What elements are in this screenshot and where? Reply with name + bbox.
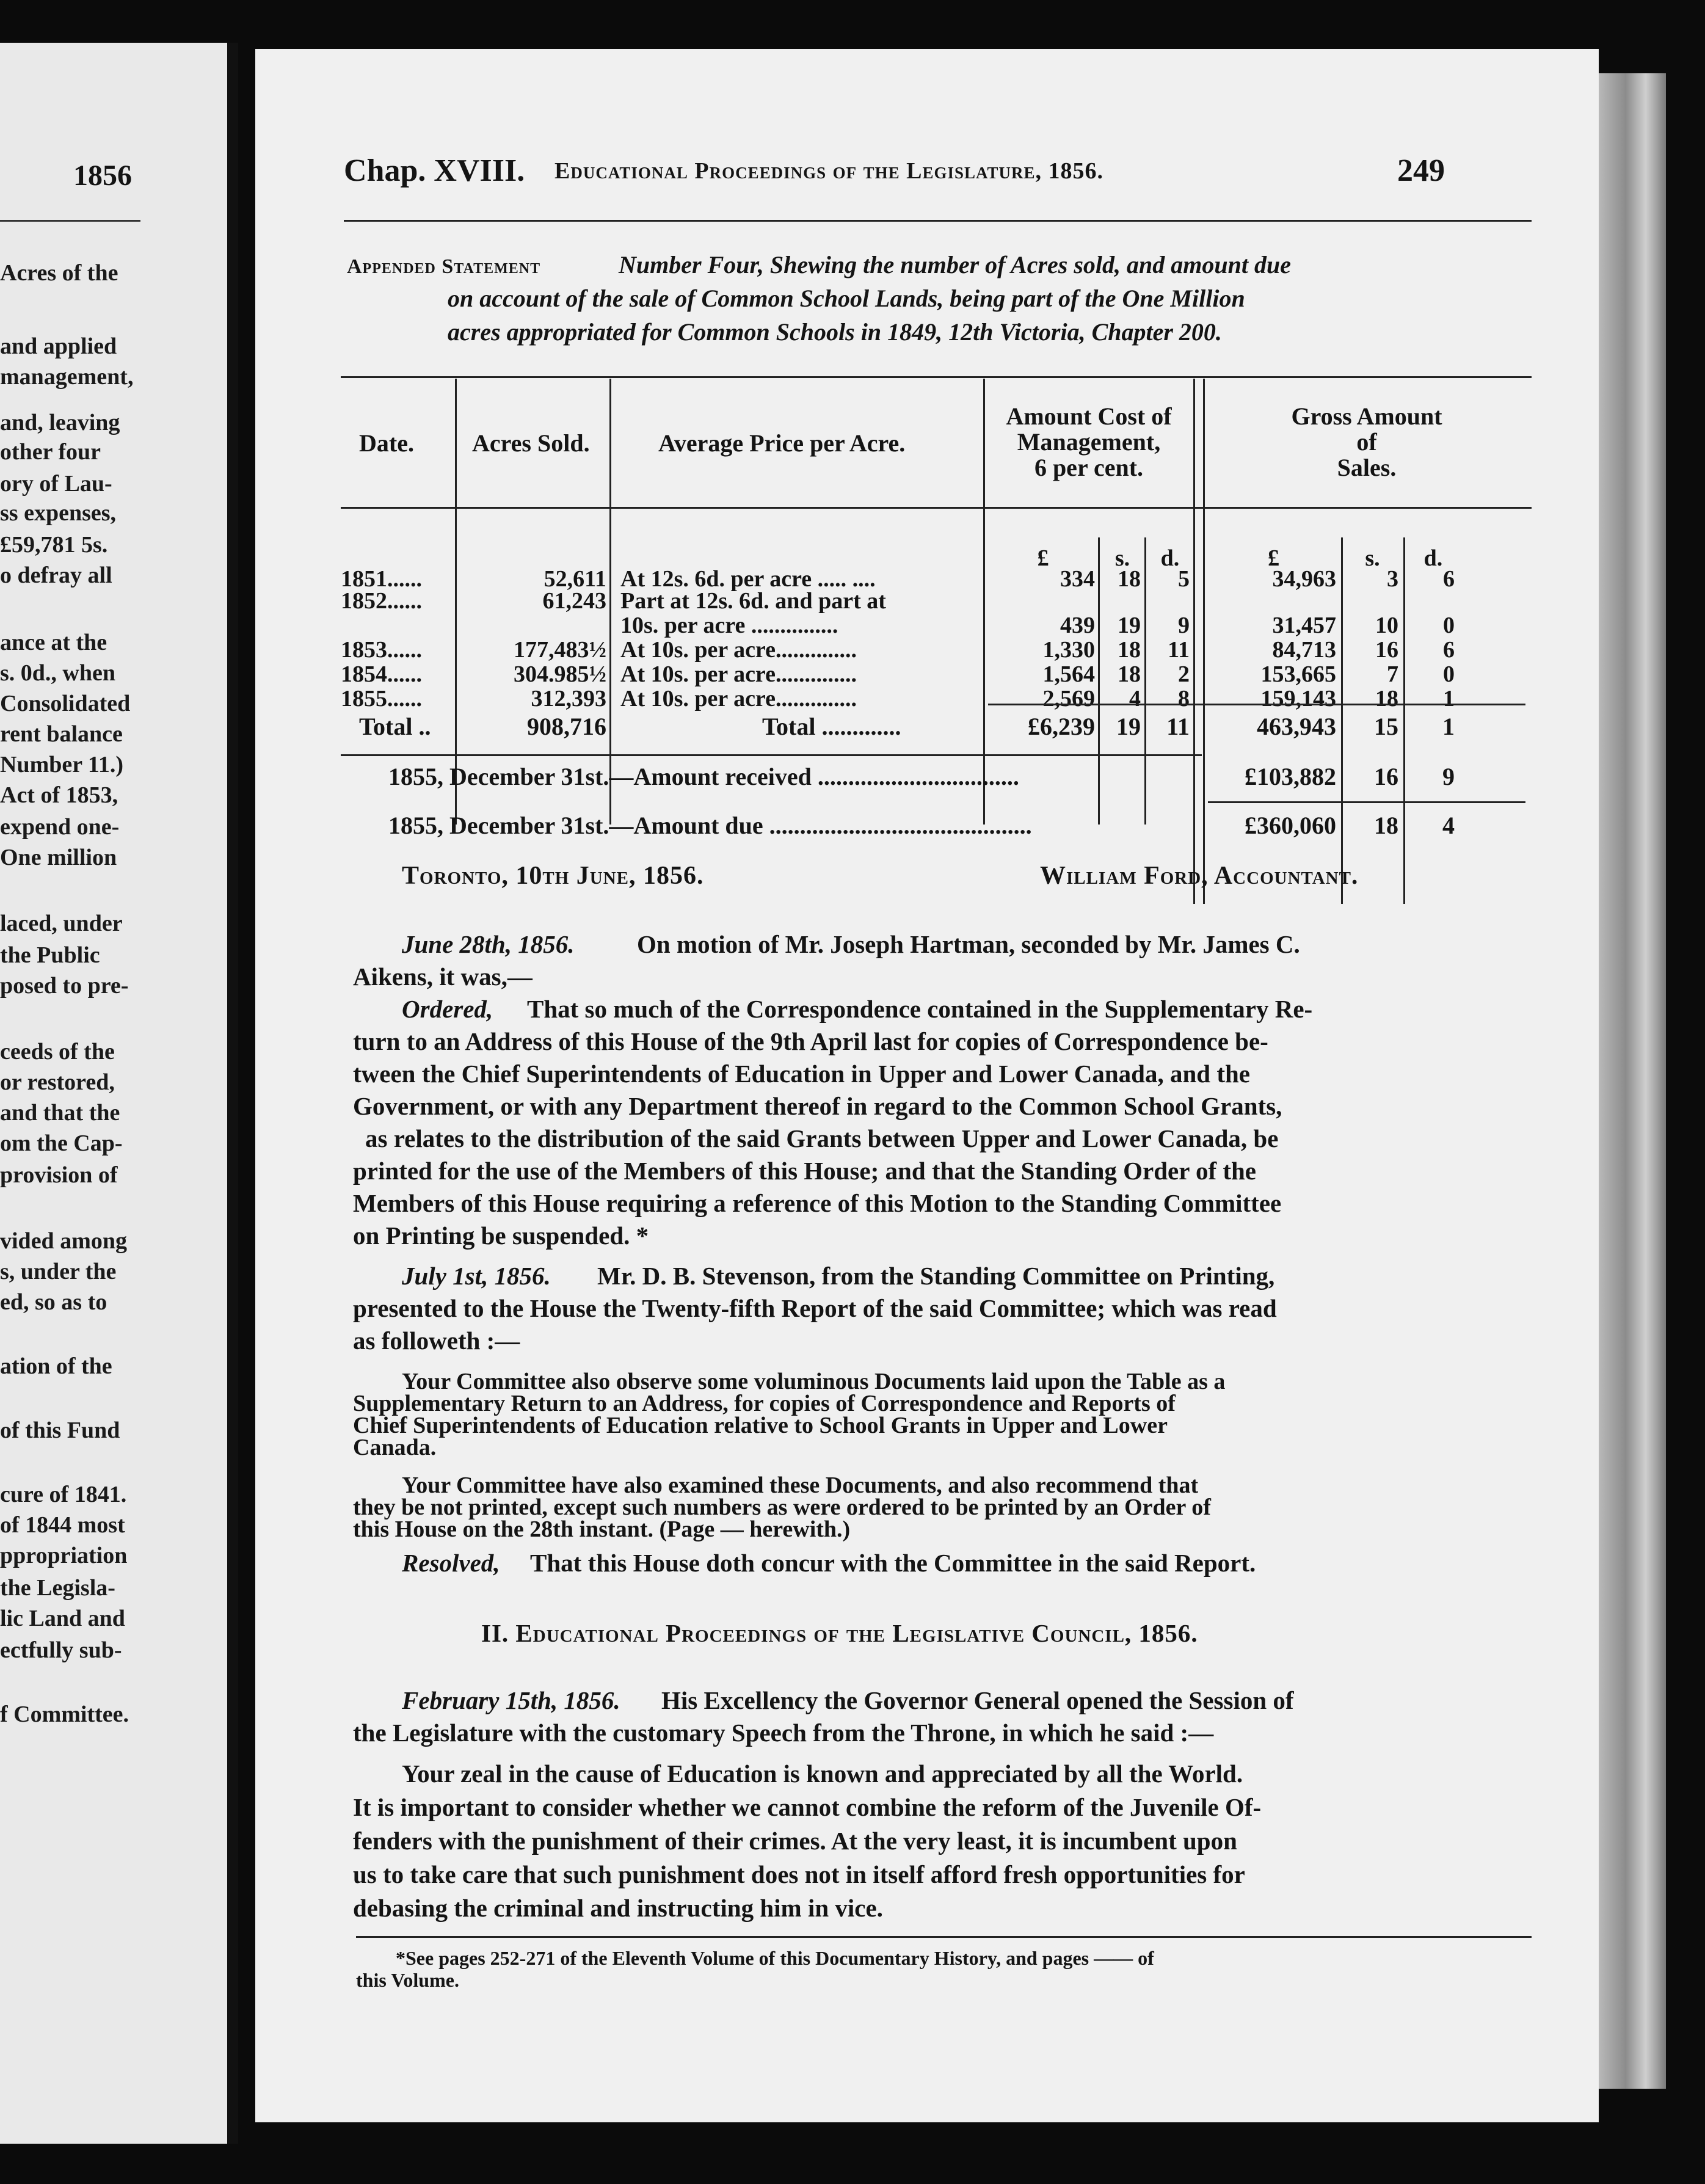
due-pounds: £360,060 — [1245, 812, 1336, 839]
page-edge-stack — [1599, 73, 1666, 2089]
table-cell-date: 1852...... — [341, 588, 422, 614]
facing-page-line: One million — [0, 845, 117, 870]
table-cell-cl: 2,569 — [1042, 686, 1095, 712]
total-cost-pounds: £6,239 — [1028, 713, 1095, 740]
table-cell-price: 10s. per acre ............... — [620, 613, 838, 638]
table-cell-cd: 8 — [1178, 686, 1190, 712]
col-acres-header: Acres Sold. — [472, 429, 590, 457]
col-gross-header-3: Sales. — [1337, 454, 1397, 481]
text-line: as followeth :— — [353, 1327, 520, 1355]
facing-page-line: o defray all — [0, 562, 112, 588]
col-cost-header-1: Amount Cost of — [1006, 402, 1172, 430]
text-line: Aikens, it was,— — [353, 963, 533, 991]
total-acres: 908,716 — [527, 713, 606, 740]
table-cell-gl: 153,665 — [1260, 661, 1336, 687]
facing-page-line: ance at the — [0, 630, 107, 655]
resolved-lead: Resolved, — [402, 1549, 500, 1577]
table-cell-price: Part at 12s. 6d. and part at — [620, 588, 886, 614]
facing-page-rule — [0, 220, 140, 222]
text-line: us to take care that such punishment does not in itself afford fresh opportunities for — [353, 1860, 1245, 1888]
signature-name: William Ford, Accountant. — [1040, 862, 1359, 890]
table-cell-gd: 1 — [1443, 686, 1455, 712]
text-line: this House on the 28th instant. (Page — herewith.) — [353, 1516, 851, 1542]
table-cell-cs: 19 — [1118, 613, 1141, 638]
signature-place: Toronto, 10th June, 1856. — [402, 862, 704, 890]
table-cell-cs: 4 — [1129, 686, 1141, 712]
total-gross-pounds: 463,943 — [1257, 713, 1336, 740]
statement-lead: Appended Statement — [347, 255, 541, 278]
facing-page-year: 1856 — [73, 159, 132, 192]
text-line: That so much of the Correspondence contained in the Supplementary Re- — [527, 995, 1313, 1023]
table-cell-gd: 6 — [1443, 566, 1455, 592]
total-label: Total .. — [359, 713, 431, 740]
facing-page-line: the Public — [0, 942, 100, 968]
col-gross-header-2: of — [1356, 428, 1377, 456]
facing-page — [0, 43, 238, 2144]
col-cost-header-3: 6 per cent. — [1034, 454, 1144, 481]
facing-page-line: s, under the — [0, 1259, 117, 1284]
text-line: Members of this House requiring a reference of this Motion to the Standing Committee — [353, 1189, 1282, 1217]
text-line: debasing the criminal and instructing him in vice. — [353, 1894, 883, 1922]
footnote-line-1: *See pages 252-271 of the Eleventh Volume of this Documentary History, and pages —— of — [396, 1947, 1154, 1969]
chapter-label: Chap. XVIII. — [344, 153, 525, 188]
table-cell-cd: 11 — [1168, 637, 1190, 663]
facing-page-line: rent balance — [0, 721, 123, 747]
col-cost-header-2: Management, — [1017, 428, 1161, 456]
facing-page-line: and applied — [0, 333, 117, 359]
table-cell-gs: 3 — [1387, 566, 1398, 592]
facing-page-line: ed, so as to — [0, 1289, 107, 1315]
facing-page-line: ory of Lau- — [0, 471, 112, 497]
facing-page-line: ation of the — [0, 1353, 112, 1379]
facing-page-line: expend one- — [0, 814, 120, 840]
table-cell-acres: 177,483½ — [514, 637, 606, 663]
table-cell-gd: 0 — [1443, 613, 1455, 638]
table-cell-acres: 304.985½ — [514, 661, 606, 687]
table-cell-acres: 52,611 — [543, 566, 606, 592]
facing-page-line: laced, under — [0, 911, 123, 936]
table-cell-gd: 6 — [1443, 637, 1455, 663]
table-header-rule — [341, 507, 1532, 509]
footnote-rule — [356, 1936, 1532, 1938]
table-cell-gd: 0 — [1443, 661, 1455, 687]
text-line: Canada. — [353, 1435, 437, 1460]
facing-page-line: ectfully sub- — [0, 1637, 122, 1663]
document-page: Chap. XVIII. Educational Proceedings of the Legislature, 1856. 249 Appended Statement Number Four, Shewing the number of Acres sold, and amount due on account of the sale of Common School Lands, being part of the One Million acres appropriated for Common Schools in 1849, 12th Victoria, Chapter 200. Date. Acres Sold. Average Price per Acre. Amount Cost of Management, 6 per cent. Gross Amount of Sales. £ s. d. £ s. d. 1851...... 52,611 At 12s. 6d. per acre ..... .... 334 18 5 34,963 3 6 1852...... 61,243 Part at 12s. 6d. and part at 10s. per acre ............... 439 19 9 31,457 10 0 1853...... 177,483½ At 10s. per acre.............. 1,330 18 11 84,713 16 6 1854...... 304.985½ At 10s. per acre.............. 1,564 18 2 153,665 7 0 1855...... 312,393 At 10s. per acre.............. 2,569 4 8 159,143 18 1 Total .. 908,716 Total ............. £6,239 19 11 463,943 15 1 1855, December 31st.—Amount received ................................. £103,882 16 9 1855, December 31st.—Amount due ........................................... £360,060 18 4 Toronto, 10th June, 1856. William Ford, Accountant. June 28th, 1856. On motion of Mr. Joseph Hartman, seconded by Mr. James C. Aikens, it was,— Ordered, That so much of the Correspondence contained in the Supplementary Re- turn to an Address of this House of the 9th April last for copies of Correspondence be- tween the Chief Superintendents of Education in Upper and Lower Canada, and the Government, or with any Department thereof in regard to the Common School Grants, as relates to the distribution of the said Grants between Upper and Lower Canada, be printed for the use of the Members of this House; and that the Standing Order of the Members of this House requiring a reference of this Motion to the Standing Committee on Printing be suspended. * July 1st, 1856. Mr. D. B. Stevenson, from the Standing Committee on Printing, presented to the House the Twenty-fifth Report of the said Committee; which was read as followeth :— Your Committee also observe some voluminous Documents laid upon the Table as a Supplementary Return to an Address, for copies of Correspondence and Reports of Chief Superintendents of Education relative to School Grants in Upper and Lower Canada. Your Committee have also examined these Documents, and also recommend that they be not printed, except such numbers as were ordered to be printed by an Order of this House on the 28th instant. (Page — herewith.) Resolved, That this House doth concur with the Committee in the said Report. II. Educational Proceedings of the Legislative Council, 1856. February 15th, 1856. His Excellency the Governor General opened the Session of the Legislature with the customary Speech from the Throne, in which he said :— Your zeal in the cause of Education is known and appreciated by all the World. It is important to consider whether we cannot combine the reform of the Juvenile Of- fenders with the punishment of their crimes. At the very least, it is incumbent upon us to take care that such punishment does not in itself afford fresh opportunities for debasing the criminal and instructing him in vice. *See pages 252-271 of the Eleventh Volume of this Documentary History, and pages —— of this Volume. — [255, 49, 1599, 2122]
table-cell-cd: 2 — [1178, 661, 1190, 687]
table-cell-cs: 18 — [1118, 566, 1141, 592]
section-heading: II. Educational Proceedings of the Legislative Council, 1856. — [481, 1619, 1198, 1647]
text-line: Mr. D. B. Stevenson, from the Standing Committee on Printing, — [597, 1262, 1275, 1290]
table-cell-gl: 34,963 — [1272, 566, 1336, 592]
table-cell-cl: 1,330 — [1042, 637, 1095, 663]
facing-page-line: management, — [0, 364, 134, 390]
facing-page-line: Number 11.) — [0, 752, 123, 777]
text-line: tween the Chief Superintendents of Education in Upper and Lower Canada, and the — [353, 1060, 1250, 1088]
header-rule — [344, 220, 1532, 222]
statement-line-3: acres appropriated for Common Schools in 1849, 12th Victoria, Chapter 200. — [448, 318, 1222, 346]
facing-page-line: Acres of the — [0, 260, 118, 286]
statement-line-2: on account of the sale of Common School Lands, being part of the One Million — [448, 285, 1245, 312]
text-line: Chief Superintendents of Education relative to School Grants in Upper and Lower — [353, 1413, 1168, 1438]
facing-page-line: the Legisla- — [0, 1575, 115, 1601]
date-feb-15: February 15th, 1856. — [402, 1686, 620, 1714]
facing-page-line: £59,781 5s. — [0, 532, 108, 558]
table-cell-gs: 18 — [1375, 686, 1398, 712]
table-cell-date: 1851...... — [341, 566, 422, 592]
text-line: as relates to the distribution of the said Grants between Upper and Lower Canada, be — [365, 1124, 1279, 1152]
facing-page-line: s. 0d., when — [0, 660, 115, 686]
facing-page-line: and that the — [0, 1100, 120, 1126]
text-line: On motion of Mr. Joseph Hartman, seconded by Mr. James C. — [637, 930, 1300, 958]
table-cell-cd: 9 — [1178, 613, 1190, 638]
text-line: on Printing be suspended. * — [353, 1221, 649, 1250]
received-pounds: £103,882 — [1245, 763, 1336, 790]
text-line: That this House doth concur with the Committee in the said Report. — [530, 1549, 1256, 1577]
total-price-label: Total ............. — [762, 713, 901, 740]
table-cell-gl: 84,713 — [1272, 637, 1336, 663]
text-line: they be not printed, except such numbers as were ordered to be printed by an Order of — [353, 1494, 1211, 1520]
table-cell-date: 1853...... — [341, 637, 422, 663]
facing-page-line: vided among — [0, 1228, 127, 1254]
date-july-1: July 1st, 1856. — [402, 1262, 551, 1290]
table-cell-acres: 312,393 — [531, 686, 606, 712]
table-cell-price: At 10s. per acre.............. — [620, 661, 857, 687]
facing-page-line: ppropriation — [0, 1543, 128, 1568]
col-gross-header-1: Gross Amount — [1291, 402, 1442, 430]
table-cell-date: 1854...... — [341, 661, 422, 687]
table-cell-cd: 5 — [1178, 566, 1190, 592]
received-label: 1855, December 31st.—Amount received ................................. — [388, 763, 1019, 790]
text-line: His Excellency the Governor General opened the Session of — [661, 1686, 1294, 1714]
col-date-header: Date. — [359, 429, 414, 457]
table-cell-price: At 12s. 6d. per acre ..... .... — [620, 566, 876, 592]
facing-page-line: of this Fund — [0, 1418, 120, 1443]
table-cell-gl: 159,143 — [1260, 686, 1336, 712]
text-line: fenders with the punishment of their crimes. At the very least, it is incumbent upon — [353, 1827, 1237, 1855]
table-cell-gs: 10 — [1375, 613, 1398, 638]
table-cell-cl: 1,564 — [1042, 661, 1095, 687]
facing-page-line: Consolidated — [0, 691, 131, 716]
facing-page-line: f Committee. — [0, 1702, 129, 1727]
text-line: printed for the use of the Members of this House; and that the Standing Order of the — [353, 1157, 1257, 1185]
table-top-rule — [341, 376, 1532, 378]
text-line: Your zeal in the cause of Education is known and appreciated by all the World. — [402, 1760, 1243, 1788]
table-cell-gl: 31,457 — [1272, 613, 1336, 638]
table-cell-gs: 16 — [1375, 637, 1398, 663]
table-cell-date: 1855...... — [341, 686, 422, 712]
text-line: Supplementary Return to an Address, for copies of Correspondence and Reports of — [353, 1391, 1176, 1416]
facing-page-line: Act of 1853, — [0, 782, 118, 808]
footnote-line-2: this Volume. — [356, 1969, 459, 1991]
table-cell-price: At 10s. per acre.............. — [620, 686, 857, 712]
running-title: Educational Proceedings of the Legislature, 1856. — [554, 158, 1104, 184]
facing-page-line: posed to pre- — [0, 973, 129, 999]
facing-page-line: lic Land and — [0, 1606, 125, 1631]
facing-page-line: provision of — [0, 1162, 118, 1188]
facing-page-line: cure of 1841. — [0, 1482, 127, 1507]
table-cell-cs: 18 — [1118, 637, 1141, 663]
table-cell-cl: 334 — [1060, 566, 1095, 592]
text-line: turn to an Address of this House of the 9th April last for copies of Correspondence be- — [353, 1027, 1268, 1055]
table-cell-cs: 18 — [1118, 661, 1141, 687]
table-cell-gs: 7 — [1387, 661, 1398, 687]
ordered-lead: Ordered, — [402, 995, 493, 1023]
facing-page-line: of 1844 most — [0, 1512, 125, 1538]
text-line: Your Committee have also examined these Documents, and also recommend that — [402, 1472, 1199, 1498]
statement-line-1: Number Four, Shewing the number of Acres sold, and amount due — [619, 251, 1291, 278]
table-cell-price: At 10s. per acre.............. — [620, 637, 857, 663]
text-line: presented to the House the Twenty-fifth Report of the said Committee; which was read — [353, 1294, 1277, 1322]
facing-page-line: ceeds of the — [0, 1039, 115, 1065]
facing-page-line: or restored, — [0, 1069, 115, 1095]
date-june-28: June 28th, 1856. — [402, 930, 575, 958]
table-cell-cl: 439 — [1060, 613, 1095, 638]
text-line: Government, or with any Department thereof in regard to the Common School Grants, — [353, 1092, 1282, 1120]
facing-page-line: other four — [0, 439, 101, 465]
facing-page-line: ss expenses, — [0, 500, 117, 526]
due-label: 1855, December 31st.—Amount due ........................................... — [388, 812, 1032, 839]
text-line: It is important to consider whether we cannot combine the reform of the Juvenile Of- — [353, 1793, 1262, 1821]
facing-page-line: and, leaving — [0, 410, 120, 435]
table-cell-acres: 61,243 — [542, 588, 606, 614]
page-number: 249 — [1397, 153, 1445, 188]
col-price-header: Average Price per Acre. — [658, 429, 906, 457]
text-line: the Legislature with the customary Speech from the Throne, in which he said :— — [353, 1719, 1214, 1747]
facing-page-line: om the Cap- — [0, 1130, 123, 1156]
text-line: Your Committee also observe some voluminous Documents laid upon the Table as a — [402, 1369, 1226, 1394]
